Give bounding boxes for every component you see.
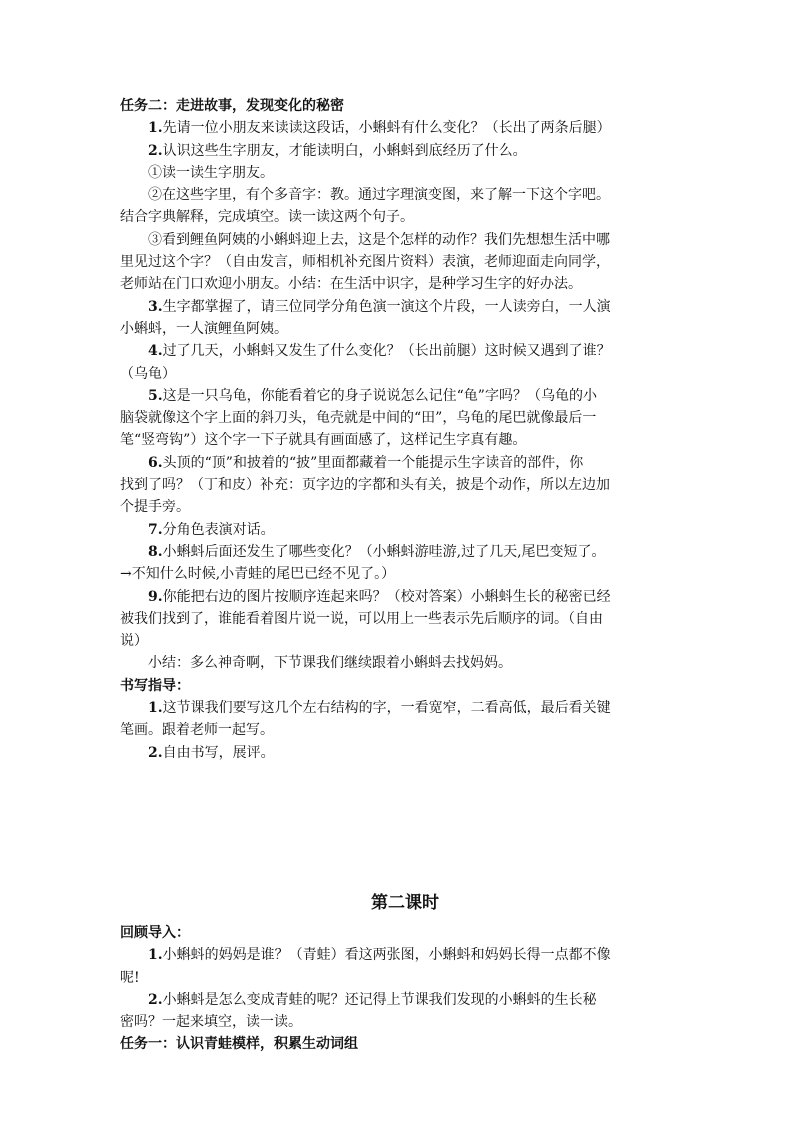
line-text: 里见过这个字？（自由发言，师相机补充图片资料）表演，老师迎面走向同学， [120, 254, 610, 271]
item-number: 9. [148, 588, 163, 605]
page-gap [120, 764, 680, 888]
item-number: 2. [148, 991, 163, 1008]
paragraph-line [120, 340, 680, 362]
document-page [120, 95, 680, 1056]
line-text: 结合字典解释，完成填空。读一读这两个句子。 [120, 209, 414, 226]
line-text: 小结：多么神奇啊，下节课我们继续跟着小蝌蚪去找妈妈。 [148, 655, 512, 672]
line-text: 小蝌蚪是怎么变成青蛙的呢？还记得上节课我们发现的小蝌蚪的生长秘 [162, 991, 597, 1008]
paragraph-line [120, 541, 680, 563]
paragraph-line [120, 140, 680, 162]
paragraph-line [120, 697, 680, 719]
writing-guide-heading: 书写指导： [120, 677, 190, 694]
item-number: 5. [148, 387, 163, 404]
item-number: 6. [148, 454, 163, 471]
paragraph-line [120, 1011, 680, 1033]
paragraph-line [120, 944, 680, 966]
line-text: ①读一读生字朋友。 [148, 164, 274, 181]
writing-guide-body [120, 697, 680, 764]
paragraph-line [120, 363, 680, 385]
paragraph-line [120, 563, 680, 585]
paragraph-line [120, 474, 680, 496]
item-number: 4. [148, 343, 163, 360]
paragraph-line [120, 184, 680, 206]
line-text: 呢! [120, 969, 140, 986]
line-text: 小蝌蚪后面还发生了哪些变化？（小蝌蚪游哇游,过了几天,尾巴变短了。 [162, 543, 606, 560]
review-heading: 回顾导入： [120, 924, 190, 941]
line-text: 个提手旁。 [120, 499, 190, 516]
line-text: 你能把右边的图片按顺序连起来吗？（校对答案）小蝌蚪生长的秘密已经 [162, 588, 611, 605]
line-text: 头顶的“顶”和披着的“披”里面都藏着一个能提示生字读音的部件，你 [162, 454, 584, 471]
paragraph-line [120, 251, 680, 273]
line-text: 笔画。跟着老师一起写。 [120, 722, 274, 739]
item-number: 1. [148, 700, 163, 717]
line-text: 说） [120, 633, 148, 650]
line-text: ②在这些字里，有个多音字：教。通过字理演变图，来了解一下这个字吧。 [148, 187, 610, 204]
paragraph-line [120, 452, 680, 474]
paragraph-line [120, 117, 680, 139]
item-number: 2. [148, 142, 163, 159]
line-text: 被我们找到了，谁能看着图片说一说，可以用上一些表示先后顺序的词。（自由 [120, 610, 603, 627]
paragraph-line [120, 519, 680, 541]
paragraph-line [120, 229, 680, 251]
line-text: 认识这些生字朋友，才能读明白，小蝌蚪到底经历了什么。 [162, 142, 527, 159]
task1-heading: 任务一：认识青蛙模样，积累生动词组 [120, 1036, 358, 1053]
item-number: 1. [148, 120, 163, 137]
line-text: 密吗？一起来填空，读一读。 [120, 1014, 302, 1031]
item-number: 1. [148, 947, 163, 964]
paragraph-line [120, 967, 680, 989]
line-text: 笔“竖弯钩”）这个字一下子就具有画面感了，这样记生字真有趣。 [120, 432, 527, 449]
paragraph-line [120, 296, 680, 318]
line-text: （乌龟） [120, 365, 176, 382]
paragraph-line [120, 429, 680, 451]
line-text: 脑袋就像这个字上面的斜刀头，龟壳就是中间的“田”，乌龟的尾巴就像最后一 [120, 410, 597, 427]
review-body [120, 944, 680, 1033]
item-number: 7. [148, 521, 163, 538]
paragraph-line [120, 318, 680, 340]
paragraph-line [120, 652, 680, 674]
paragraph-line [120, 586, 680, 608]
line-text: 找到了吗？（丁和皮）补充：页字边的字都和头有关，披是个动作，所以左边加 [120, 477, 610, 494]
line-text: 老师站在门口欢迎小朋友。小结：在生活中识字，是种学习生字的好办法。 [120, 276, 582, 293]
paragraph-line [120, 630, 680, 652]
line-text: →不知什么时候,小青蛙的尾巴已经不见了。） [120, 566, 396, 583]
paragraph-line [120, 742, 680, 764]
line-text: 小蝌蚪的妈妈是谁？（青蛙）看这两张图，小蝌蚪和妈妈长得一点都不像 [162, 947, 611, 964]
line-text: 自由书写，展评。 [162, 744, 275, 761]
paragraph-line [120, 273, 680, 295]
item-number: 2. [148, 744, 163, 761]
line-text: 过了几天，小蝌蚪又发生了什么变化？（长出前腿）这时候又遇到了谁？ [162, 343, 611, 360]
paragraph-line [120, 608, 680, 630]
item-number: 8. [148, 543, 163, 560]
line-text: 这是一只乌龟，你能看着它的身子说说怎么记住“龟”字吗？（乌龟的小 [162, 387, 597, 404]
paragraph-line [120, 719, 680, 741]
paragraph-line [120, 385, 680, 407]
line-text: 这节课我们要写这几个左右结构的字，一看宽窄，二看高低，最后看关键 [162, 700, 611, 717]
paragraph-line [120, 162, 680, 184]
line-text: 分角色表演对话。 [162, 521, 275, 538]
line-text: 生字都掌握了，请三位同学分角色演一演这个片段，一人读旁白，一人演 [162, 298, 611, 315]
paragraph-line [120, 989, 680, 1011]
task2-body [120, 117, 680, 674]
line-text: 先请一位小朋友来读读这段话，小蝌蚪有什么变化？（长出了两条后腿） [162, 120, 611, 137]
line-text: ③看到鲤鱼阿姨的小蝌蚪迎上去，这是个怎样的动作？我们先想想生活中哪 [148, 231, 610, 248]
paragraph-line [120, 407, 680, 429]
line-text: 小蝌蚪，一人演鲤鱼阿姨。 [120, 320, 288, 337]
item-number: 3. [148, 298, 163, 315]
paragraph-line [120, 206, 680, 228]
lesson2-title: 第二课时 [371, 892, 439, 913]
paragraph-line [120, 496, 680, 518]
task2-heading: 任务二：走进故事，发现变化的秘密 [120, 98, 344, 114]
